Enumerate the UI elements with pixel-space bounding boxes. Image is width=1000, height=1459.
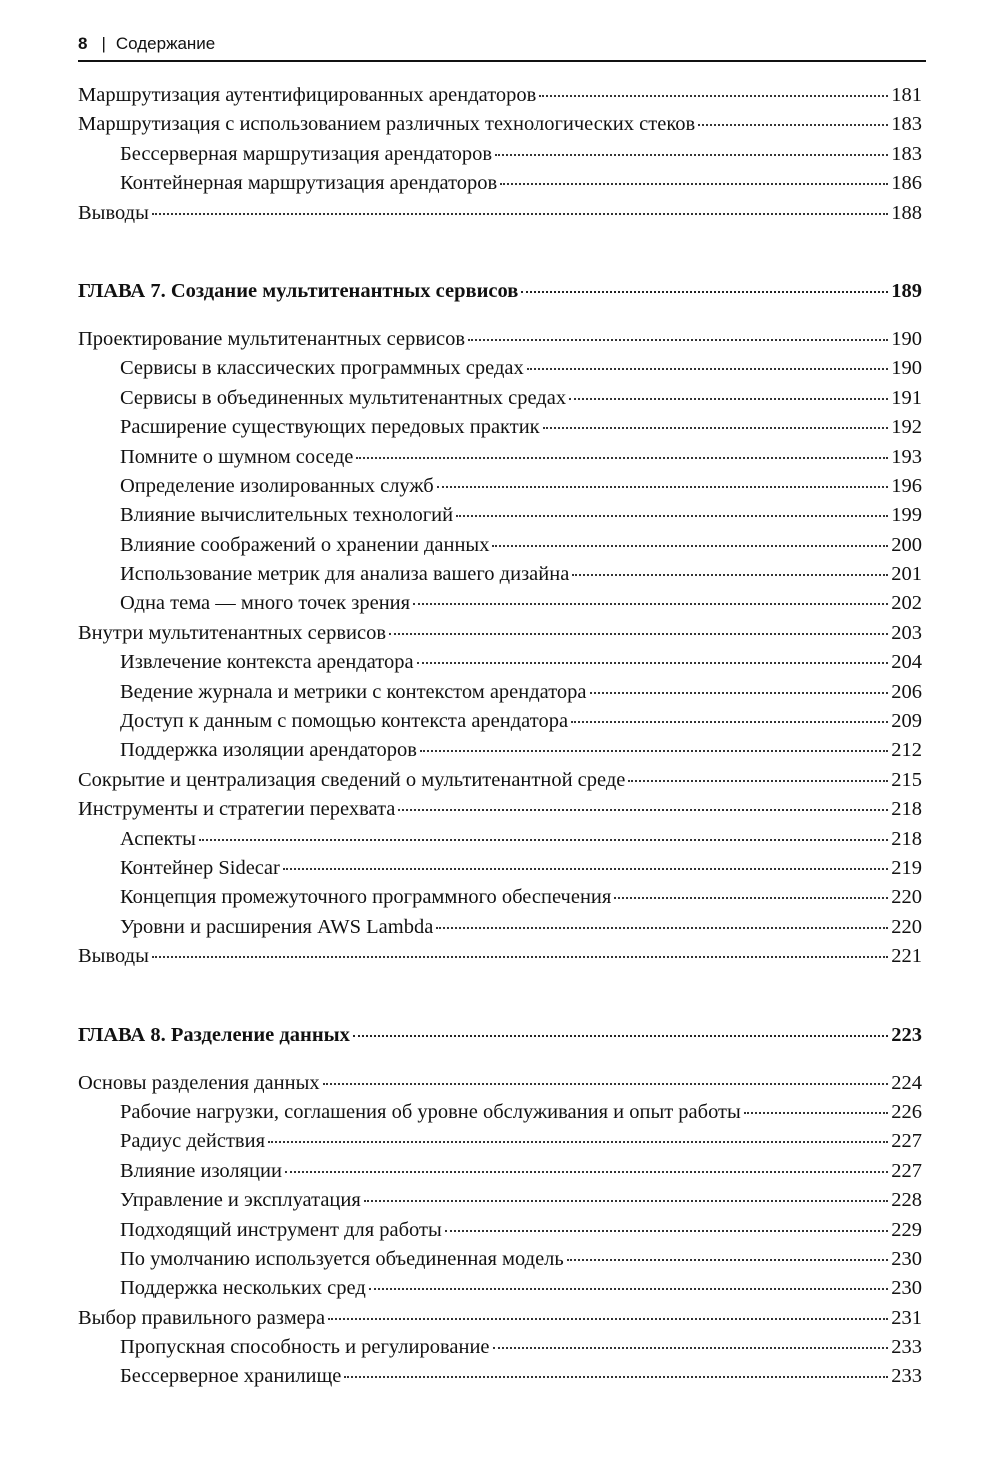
toc-entry xyxy=(78,504,922,533)
toc-entry-title: Влияние соображений о хранении данных xyxy=(120,533,490,556)
toc-entry-title: Аспекты xyxy=(120,827,196,850)
leader-dots xyxy=(353,1034,888,1037)
toc-entry xyxy=(78,1307,922,1336)
toc-entry xyxy=(78,1072,922,1101)
toc-entry-page: 218 xyxy=(891,827,922,850)
toc-entry-page: 219 xyxy=(891,856,922,879)
toc-entry xyxy=(78,1277,922,1306)
toc-entry-title: Поддержка изоляции арендаторов xyxy=(120,739,417,762)
toc-entry-title: По умолчанию используется объединенная модель xyxy=(120,1247,564,1270)
leader-dots xyxy=(614,896,888,899)
toc-entry-page: 202 xyxy=(891,592,922,615)
leader-dots xyxy=(495,153,888,156)
toc-entry-title: Использование метрик для анализа вашего дизайна xyxy=(120,563,570,586)
toc-entry xyxy=(78,857,922,886)
toc-entry-title: Помните о шумном соседе xyxy=(120,445,354,468)
header-separator: | xyxy=(101,34,106,53)
toc-entry-page: 186 xyxy=(891,172,922,195)
leader-dots xyxy=(527,367,888,370)
leader-dots xyxy=(437,485,889,488)
toc-entry xyxy=(78,622,922,651)
leader-dots xyxy=(417,661,889,664)
toc-entry-page: 233 xyxy=(891,1365,922,1388)
toc-entry xyxy=(78,1101,922,1130)
toc-entry-page: 221 xyxy=(891,945,922,968)
toc-entry-page: 206 xyxy=(891,680,922,703)
leader-dots xyxy=(539,94,888,97)
toc-entry xyxy=(78,387,922,416)
toc-entry-title: Внутри мультитенантных сервисов xyxy=(78,621,387,644)
toc-entry xyxy=(78,328,922,357)
leader-dots xyxy=(356,456,888,459)
toc-entry xyxy=(78,475,922,504)
toc-entry xyxy=(78,828,922,857)
toc-entry xyxy=(78,592,922,621)
leader-dots xyxy=(445,1229,888,1232)
toc-entry xyxy=(78,739,922,768)
toc-entry-page: 215 xyxy=(891,768,922,791)
toc-entry-page: 227 xyxy=(891,1159,922,1182)
leader-dots xyxy=(413,602,888,605)
toc-entry xyxy=(78,1336,922,1365)
toc-entry-title: Пропускная способность и регулирование xyxy=(120,1336,490,1359)
toc-entry-title: Доступ к данным с помощью контекста арендатора xyxy=(120,710,569,733)
toc-entry-page: 212 xyxy=(891,739,922,762)
toc-entry-page: 190 xyxy=(891,327,922,350)
chapter-7-title: ГЛАВА 7. Создание мультитенантных сервисов xyxy=(78,279,519,302)
toc-entry-page: 231 xyxy=(891,1306,922,1329)
leader-dots xyxy=(744,1111,888,1114)
leader-dots xyxy=(152,955,888,958)
leader-dots xyxy=(456,514,888,517)
toc-entry xyxy=(78,357,922,386)
toc-entry-page: 204 xyxy=(891,651,922,674)
toc-entry xyxy=(78,113,922,142)
toc-entry-title: Контейнерная маршрутизация арендаторов xyxy=(120,172,498,195)
chapter-7-entries xyxy=(78,328,922,975)
toc-entry xyxy=(78,1160,922,1189)
chapter-7-heading xyxy=(78,280,922,310)
toc-entry xyxy=(78,563,922,592)
toc-entry-page: 226 xyxy=(891,1100,922,1123)
table-of-contents xyxy=(78,84,922,1395)
toc-entry-page: 191 xyxy=(891,386,922,409)
leader-dots xyxy=(468,338,888,341)
leader-dots xyxy=(436,926,888,929)
toc-entry-title: Ведение журнала и метрики с контекстом арендатора xyxy=(120,680,587,703)
toc-entry-page: 230 xyxy=(891,1277,922,1300)
chapter-8-heading xyxy=(78,1024,922,1054)
leader-dots xyxy=(698,123,888,126)
leader-dots xyxy=(323,1082,889,1085)
chapter-8-entries xyxy=(78,1072,922,1395)
running-header xyxy=(78,32,926,62)
leader-dots xyxy=(569,397,888,400)
toc-entry-page: 228 xyxy=(891,1189,922,1212)
toc-entry xyxy=(78,886,922,915)
toc-entry-page: 220 xyxy=(891,915,922,938)
leader-dots xyxy=(389,632,888,635)
toc-entry xyxy=(78,798,922,827)
toc-entry xyxy=(78,143,922,172)
toc-entry xyxy=(78,1248,922,1277)
toc-entry xyxy=(78,534,922,563)
leader-dots xyxy=(521,290,888,293)
toc-entry-page: 183 xyxy=(891,142,922,165)
toc-entry-title: Сервисы в объединенных мультитенантных средах xyxy=(120,386,567,409)
toc-entry-page: 192 xyxy=(891,416,922,439)
toc-entry-title: Влияние изоляции xyxy=(120,1159,282,1182)
toc-entry-page: 224 xyxy=(891,1071,922,1094)
toc-entry xyxy=(78,1219,922,1248)
toc-entry-title: Контейнер Sidecar xyxy=(120,856,280,879)
toc-entry xyxy=(78,916,922,945)
toc-entry-page: 193 xyxy=(891,445,922,468)
toc-entry-title: Проектирование мультитенантных сервисов xyxy=(78,327,466,350)
toc-entry xyxy=(78,1365,922,1394)
header-title: Содержание xyxy=(115,34,216,53)
toc-entry xyxy=(78,1130,922,1159)
toc-entry-page: 230 xyxy=(891,1247,922,1270)
toc-entry-title: Одна тема — много точек зрения xyxy=(120,592,411,615)
toc-entry-page: 183 xyxy=(891,113,922,136)
toc-entry-page: 218 xyxy=(891,798,922,821)
toc-entry-title: Уровни и расширения AWS Lambda xyxy=(120,915,434,938)
toc-entry-title: Влияние вычислительных технологий xyxy=(120,504,454,527)
leader-dots xyxy=(152,212,888,215)
chapter-8-page: 223 xyxy=(891,1023,922,1046)
toc-entry-page: 196 xyxy=(891,474,922,497)
toc-entry-page: 209 xyxy=(891,710,922,733)
toc-entry-page: 201 xyxy=(891,563,922,586)
toc-entry-title: Определение изолированных служб xyxy=(120,474,434,497)
toc-entry-page: 220 xyxy=(891,886,922,909)
toc-entry xyxy=(78,710,922,739)
chapter-7-page: 189 xyxy=(891,279,922,302)
toc-entry-title: Подходящий инструмент для работы xyxy=(120,1218,442,1241)
toc-entry xyxy=(78,681,922,710)
toc-entry-title: Бессерверное хранилище xyxy=(120,1365,342,1388)
toc-entry-page: 227 xyxy=(891,1130,922,1153)
leader-dots xyxy=(628,779,888,782)
leader-dots xyxy=(369,1287,888,1290)
toc-entry-page: 199 xyxy=(891,504,922,527)
toc-entry-title: Основы разделения данных xyxy=(78,1071,320,1094)
toc-entry xyxy=(78,1189,922,1218)
leader-dots xyxy=(543,426,889,429)
toc-entry-title: Маршрутизация аутентифицированных арендаторов xyxy=(78,84,537,106)
toc-entry xyxy=(78,416,922,445)
leader-dots xyxy=(567,1258,889,1261)
leader-dots xyxy=(398,808,888,811)
toc-entry-page: 181 xyxy=(891,84,922,106)
leader-dots xyxy=(344,1375,888,1378)
toc-top-section xyxy=(78,84,922,231)
toc-entry-title: Сервисы в классических программных средах xyxy=(120,357,524,380)
leader-dots xyxy=(571,720,888,723)
leader-dots xyxy=(420,749,888,752)
toc-entry-title: Концепция промежуточного программного обеспечения xyxy=(120,886,612,909)
toc-entry-page: 229 xyxy=(891,1218,922,1241)
toc-entry-page: 190 xyxy=(891,357,922,380)
toc-entry xyxy=(78,84,922,113)
leader-dots xyxy=(283,867,888,870)
toc-entry-title: Выводы xyxy=(78,945,149,968)
leader-dots xyxy=(500,182,888,185)
toc-entry-title: Маршрутизация с использованием различных технологических стеков xyxy=(78,113,696,136)
toc-entry xyxy=(78,651,922,680)
toc-entry xyxy=(78,446,922,475)
toc-entry-title: Извлечение контекста арендатора xyxy=(120,651,414,674)
toc-entry-title: Выводы xyxy=(78,201,149,224)
toc-entry xyxy=(78,945,922,974)
toc-entry-title: Управление и эксплуатация xyxy=(120,1189,361,1212)
toc-entry-page: 188 xyxy=(891,201,922,224)
toc-entry-title: Рабочие нагрузки, соглашения об уровне обслуживания и опыт работы xyxy=(120,1100,741,1123)
leader-dots xyxy=(268,1140,888,1143)
toc-entry-title: Радиус действия xyxy=(120,1130,266,1153)
leader-dots xyxy=(328,1317,888,1320)
toc-entry-title: Инструменты и стратегии перехвата xyxy=(78,798,396,821)
toc-entry-title: Бессерверная маршрутизация арендаторов xyxy=(120,142,493,165)
toc-entry xyxy=(78,769,922,798)
toc-entry xyxy=(78,202,922,231)
leader-dots xyxy=(364,1199,888,1202)
chapter-8-title: ГЛАВА 8. Разделение данных xyxy=(78,1023,350,1046)
leader-dots xyxy=(492,544,888,547)
toc-entry-page: 203 xyxy=(891,621,922,644)
leader-dots xyxy=(590,691,889,694)
toc-entry-title: Расширение существующих передовых практик xyxy=(120,416,540,439)
toc-entry-title: Сокрытие и централизация сведений о мультитенантной среде xyxy=(78,768,626,791)
header-page-number: 8 xyxy=(78,34,88,53)
leader-dots xyxy=(285,1170,888,1173)
toc-entry-page: 233 xyxy=(891,1336,922,1359)
leader-dots xyxy=(572,573,888,576)
toc-entry-page: 200 xyxy=(891,533,922,556)
toc-entry-title: Поддержка нескольких сред xyxy=(120,1277,366,1300)
toc-entry xyxy=(78,172,922,201)
toc-entry-title: Выбор правильного размера xyxy=(78,1306,326,1329)
leader-dots xyxy=(199,838,888,841)
leader-dots xyxy=(493,1346,889,1349)
